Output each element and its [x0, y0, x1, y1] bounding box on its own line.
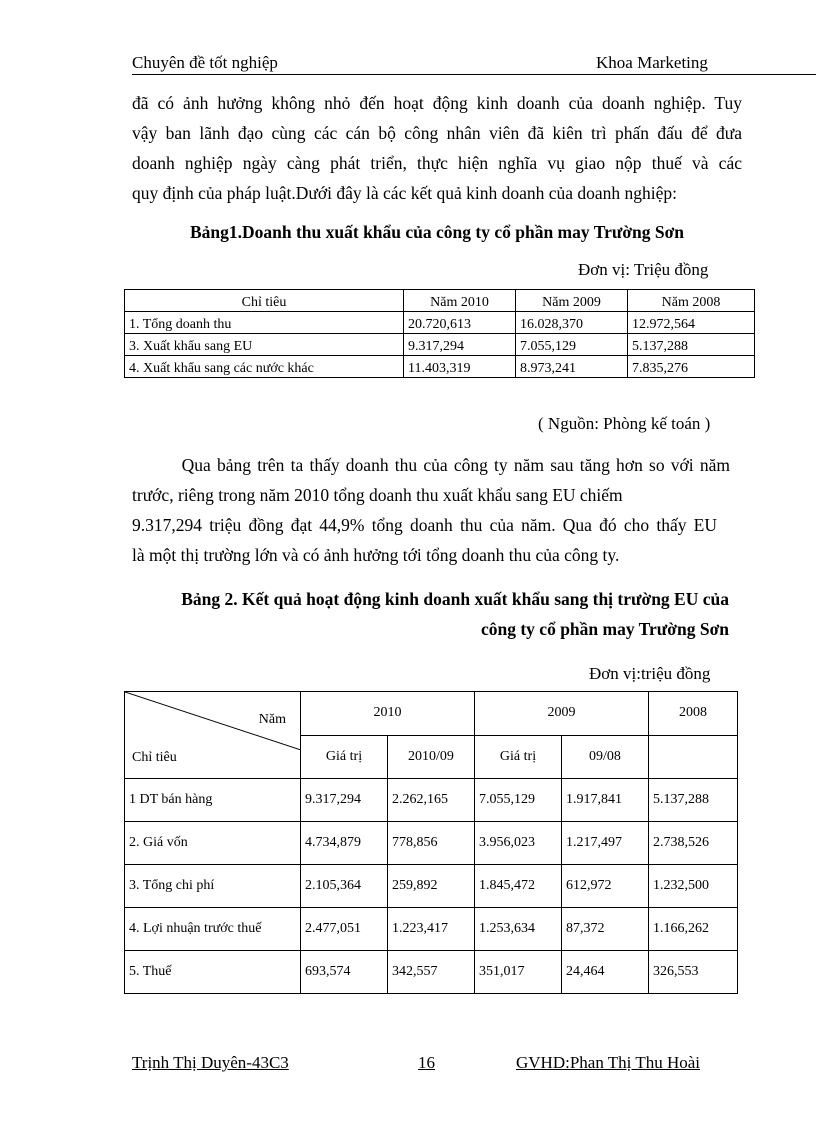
table1-cell: 20.720,613	[404, 312, 516, 334]
table1-cell: 5.137,288	[628, 334, 755, 356]
table1-cell: 8.973,241	[516, 356, 628, 378]
header-title: Chuyên đề tốt nghiệp	[132, 53, 278, 72]
table1-cell: 11.403,319	[404, 356, 516, 378]
table2-cell: 1.845,472	[475, 865, 562, 908]
table-row	[125, 356, 755, 378]
table2-cell: 2.262,165	[388, 779, 475, 822]
table2-year-cell: 2010	[301, 692, 475, 736]
table2-cell: 1.232,500	[649, 865, 738, 908]
table1-cell: 4. Xuất khẩu sang các nước khác	[125, 356, 404, 378]
table-row	[125, 865, 738, 908]
table2-unit: Đơn vị:triệu đồng	[589, 664, 711, 683]
analysis-line: 9.317,294 triệu đồng đạt 44,9% tổng doanh thu của năm. Qua đó cho thấy EU	[132, 515, 717, 535]
table1-cell: 3. Xuất khẩu sang EU	[125, 334, 404, 356]
table2-cell: 7.055,129	[475, 779, 562, 822]
analysis-line: là một thị trường lớn và có ảnh hưởng tới tổng doanh thu của công ty.	[132, 545, 620, 565]
table2-cell: 342,557	[388, 951, 475, 994]
table-row	[125, 951, 738, 994]
table2-cell: 326,553	[649, 951, 738, 994]
table2-corner-cell	[125, 692, 301, 779]
table2-cell: 1.223,417	[388, 908, 475, 951]
table2-cell: 4.734,879	[301, 822, 388, 865]
table2-year-row	[125, 692, 738, 736]
analysis-line: trước, riêng trong năm 2010 tổng doanh thu xuất khẩu sang EU chiếm	[132, 485, 623, 505]
table1-cell: 7.835,276	[628, 356, 755, 378]
table2-cell: 612,972	[562, 865, 649, 908]
footer-author: Trịnh Thị Duyên-43C3	[132, 1053, 289, 1072]
table2-cell: 693,574	[301, 951, 388, 994]
table2-subheader-cell: 2010/09	[388, 735, 475, 779]
table2-title-line2: công ty cổ phần may Trường Sơn	[480, 619, 729, 639]
table-row	[125, 312, 755, 334]
table-row	[125, 334, 755, 356]
table2-cell: 2.738,526	[649, 822, 738, 865]
table-row	[125, 908, 738, 951]
table2-cell: 5. Thuế	[125, 951, 301, 994]
corner-indicator-label: Chỉ tiêu	[132, 750, 177, 765]
table2-title-line1: Bảng 2. Kết quả hoạt động kinh doanh xuất khẩu sang thị trường EU của	[181, 589, 729, 609]
table1-unit: Đơn vị: Triệu đồng	[578, 260, 709, 279]
table1-cell: 12.972,564	[628, 312, 755, 334]
page-number: 16	[418, 1053, 435, 1072]
analysis-paragraph	[132, 450, 730, 570]
table2-cell: 1.917,841	[562, 779, 649, 822]
footer-advisor: GVHD:Phan Thị Thu Hoài	[516, 1053, 701, 1072]
intro-line: doanh nghiệp ngày càng phát triển, thực hiện nghĩa vụ giao nộp thuế và các	[132, 153, 742, 173]
intro-line: đã có ảnh hưởng không nhỏ đến hoạt động kinh doanh của doanh nghiệp. Tuy	[132, 93, 742, 113]
table1-cell: 7.055,129	[516, 334, 628, 356]
table2-cell: 5.137,288	[649, 779, 738, 822]
table1-header-cell: Năm 2009	[516, 290, 628, 312]
table1-cell: 16.028,370	[516, 312, 628, 334]
corner-year-label: Năm	[258, 712, 286, 727]
table1-source: ( Nguồn: Phòng kế toán )	[538, 414, 711, 433]
header-department: Khoa Marketing	[596, 53, 708, 72]
table-row	[125, 822, 738, 865]
table2-cell: 9.317,294	[301, 779, 388, 822]
table-row	[125, 779, 738, 822]
table2-cell: 2.477,051	[301, 908, 388, 951]
table2-cell: 3. Tổng chi phí	[125, 865, 301, 908]
table1-header-cell: Năm 2008	[628, 290, 755, 312]
intro-paragraph	[132, 88, 742, 208]
table2-subheader-cell: Giá trị	[475, 735, 562, 779]
intro-line: vậy ban lãnh đạo cùng các cán bộ công nhân viên đã kiên trì phấn đấu để đưa	[132, 123, 742, 143]
header-divider	[132, 74, 816, 75]
table1-header-row	[125, 290, 755, 312]
table2-cell: 24,464	[562, 951, 649, 994]
table1-cell: 9.317,294	[404, 334, 516, 356]
table2-subheader-cell	[649, 735, 738, 779]
table2-cell: 1.253,634	[475, 908, 562, 951]
table1-title: Bảng1.Doanh thu xuất khẩu của công ty cổ phần may Trường Sơn	[189, 222, 685, 242]
table1	[124, 289, 755, 378]
table2-cell: 351,017	[475, 951, 562, 994]
analysis-line: Qua bảng trên ta thấy doanh thu của công ty năm sau tăng hơn so với năm	[132, 455, 730, 475]
table2-subheader-cell: 09/08	[562, 735, 649, 779]
table2-cell: 2.105,364	[301, 865, 388, 908]
table2-cell: 3.956,023	[475, 822, 562, 865]
table2-cell: 778,856	[388, 822, 475, 865]
table2-cell: 1 DT bán hàng	[125, 779, 301, 822]
table1-header-cell: Chỉ tiêu	[125, 290, 404, 312]
table2-year-cell: 2008	[649, 692, 738, 736]
table2-subheader-cell: Giá trị	[301, 735, 388, 779]
table2-cell: 1.217,497	[562, 822, 649, 865]
table2-year-cell: 2009	[475, 692, 649, 736]
table1-header-cell: Năm 2010	[404, 290, 516, 312]
table2-cell: 1.166,262	[649, 908, 738, 951]
table2-cell: 4. Lợi nhuận trước thuế	[125, 908, 301, 951]
table2-cell: 2. Giá vốn	[125, 822, 301, 865]
table2-cell: 87,372	[562, 908, 649, 951]
table1-cell: 1. Tổng doanh thu	[125, 312, 404, 334]
table2-cell: 259,892	[388, 865, 475, 908]
table2	[124, 691, 738, 994]
intro-line: quy định của pháp luật.Dưới đây là các kết quả kinh doanh của doanh nghiệp:	[132, 183, 678, 203]
